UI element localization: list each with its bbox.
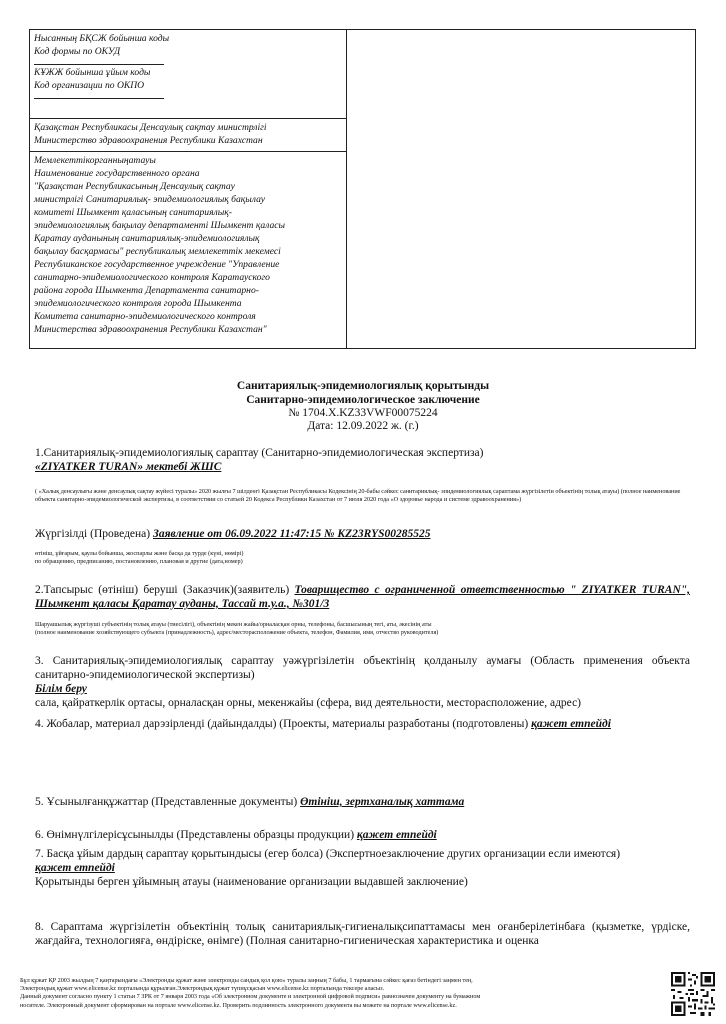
form-codes-cell: [30, 30, 347, 119]
section-5-value: Өтініш, зертханалық хаттама: [300, 796, 465, 808]
section-5: [35, 795, 690, 809]
conducted-note-ru: по обращению, предписанию, постановлению, плановая и другие (дата,номер): [35, 558, 243, 565]
ministry-kz: Қазақстан Республикасы Денсаулық сақтау министрлігі: [34, 122, 267, 133]
okud-ru: Код формы по ОКУД: [34, 46, 121, 57]
header-right-cell: [347, 30, 696, 349]
org-line: Комитета санитарно-эпидемиологического контроля: [34, 311, 256, 322]
org-line: района города Шымкента Департамента санитарно-: [34, 285, 259, 296]
section-6-label: 6. Өнімнүлгілерісұсынылды (Представлены образцы продукции): [35, 829, 355, 841]
document-date: Дата: 12.09.2022 ж. (г.): [307, 420, 419, 432]
org-line: Наименование государственного органа: [34, 168, 200, 179]
title-kz: Санитариялық-эпидемиологиялық қорытынды: [236, 380, 490, 392]
qr-code-icon: [671, 972, 715, 1016]
conducted-label: Жүргізілді (Проведена): [35, 528, 151, 540]
section-1: [35, 446, 690, 474]
section-2-note-ru: (полное наименование хозяйствующего субъекта (принадлежность), адрес/месторасположение объекта, телефон, Фамилия, имя, отчество руководителя): [35, 629, 439, 636]
ministry-ru: Министерство здравоохранения Республики Казахстан: [34, 135, 263, 146]
org-line: санитарно-эпидемиологического контроля Каратауского: [34, 272, 270, 283]
section-2: [35, 583, 690, 611]
org-line: бақылау басқармасы" республикалық мемлекеттік мекемесі: [34, 246, 281, 257]
footer-line: Бұл құжат ҚР 2003 жылдың 7 қаңтарындағы «Электронды құжат және электронды сандық қол қою» туралы заңның 7 бабы, 1 тармағына сәйкес қағаз бетіндегі заңмен тең.: [20, 977, 473, 984]
org-name-cell: [30, 152, 347, 349]
ministry-cell: [30, 119, 347, 152]
org-line: комитеті Шымкент қаласының санитариялық-: [34, 207, 232, 218]
document-title: [0, 379, 726, 433]
okud-rule: [34, 58, 164, 65]
section-2-label: 2.Тапсырыс (өтініш) беруші (Заказчик)(заявитель): [35, 584, 290, 596]
section-1-value: «ZIYATKER TURAN» мектебі ЖШС: [35, 461, 222, 473]
section-4-label: 4. Жобалар, материал дарэзірленді (дайындалды) (Проекты, материалы разработаны (подготовлены): [35, 718, 529, 730]
org-line: "Қазақстан Республикасының Денсаулық сақтау: [34, 181, 235, 192]
org-line: Министерства здравоохранения Республики Казахстан": [34, 324, 267, 335]
conducted-note: [35, 550, 690, 566]
section-7: [35, 847, 690, 889]
document-number: № 1704.X.KZ33VWF00075224: [288, 407, 438, 419]
org-line: Қаратау ауданының санитариялық-эпидемиологиялық: [34, 233, 260, 244]
footer: [20, 977, 660, 1010]
section-3-note: сала, қайраткерлік ортасы, орналасқан орны, мекенжайы (сфера, вид деятельности, месторасположение, адрес): [35, 697, 582, 709]
footer-line: Данный документ согласно пункту 1 статьи 7 ЗРК от 7 января 2003 года «Об электронном документе и электронной цифровой подписи» равнозначен документу на бумажном: [20, 993, 481, 1001]
section-8: [35, 920, 690, 948]
okpo-kz: КҰЖЖ бойынша ұйым коды: [34, 67, 151, 78]
conducted-note-kz: өтініш, ұйғарым, қаулы бойынша, жоспарлы және басқа да турде (күні, нөмірі): [35, 550, 244, 557]
section-2-value: Товарищество с ограниченной ответственностью " ZIYATKER TURAN", Шымкент қаласы Қаратау ауданы, Тассай т.у.а., №301/3: [35, 584, 691, 610]
section-4: [35, 717, 690, 731]
okpo-rule: [34, 92, 164, 99]
section-1-note: ( «Халық денсаулығы және денсаулық сақтау жүйесі туралы» 2020 жылғы 7 шілдеөгі Қазақстан Республикасы Кодексінің 20-бабы сәйкес санитариялық- эпидемиологиялық сараптама жүргізілетін объектінің толық атауы) (полное наименование объекта санитарно-эпидемиологической экспертизы, в соответствии со статьей 20 Кодекса Республики Казахстан от 7 июля 2020 года «О здоровье народа и системе здравоохранения»): [35, 488, 681, 503]
section-3-value: Білім беру: [35, 683, 87, 695]
section-1-label: 1.Санитариялық-эпидемиологиялық сараптау (Санитарно-эпидемиологическая экспертиза): [35, 447, 484, 459]
org-line: эпидемиологического контроля города Шымкента: [34, 298, 242, 309]
section-7-label: 7. Басқа ұйым дардың сараптау қорытындысы (егер болса) (Экспертноезаключение других организации если имеются): [35, 848, 621, 860]
org-line: Мемлекеттікорганныңатауы: [34, 155, 156, 166]
footer-line: Электрондық құжат www.elicense.kz порталында құрылған.Электрондық құжат түпнұсқасын www.elicense.kz порталында тексере аласыз.: [20, 985, 385, 993]
org-line: Республиканское государственное учреждение "Управление: [34, 259, 280, 270]
header-table: [29, 29, 696, 349]
org-line: эпидемиологиялық бақылау департаменті Шымкент қаласы: [34, 220, 286, 231]
section-3-label: 3. Санитариялық-эпидемиологиялық сараптау уәжүргізілетін объектінің қолданылу аумағы (Область применения объекта санитарно-эпидемиологической экспертизы): [35, 655, 690, 681]
org-line: министрлігі Санитариялық- эпидемиологиялық бақылау: [34, 194, 266, 205]
section-2-note: [35, 621, 690, 637]
section-6-value: қажет етпейді: [356, 829, 437, 841]
okud-kz: Нысанның БҚСЖ бойынша коды: [34, 33, 170, 44]
section-6: [35, 828, 690, 842]
section-2-note-kz: Шаруашылық жүргізуші субъектінің толық атауы (тиесілігі), объектінің мекен жайы/орналасқан орны, телефоны, басшысының тегі, аты, әкесінің аты: [35, 621, 432, 628]
section-7-value: қажет етпейді: [35, 862, 115, 874]
section-5-label: 5. Ұсынылғанқұжаттар (Представленные документы): [35, 796, 298, 808]
okpo-ru: Код организации по ОКПО: [34, 80, 145, 91]
footer-line: носителе. Электронный документ сформирован на портале www.elicense.kz. Проверить подлинность электронного документа вы можете на портале www.elicense.kz.: [20, 1001, 457, 1009]
section-7-extra: Қорытынды берген ұйымның атауы (наименование организации выдавшей заключение): [35, 876, 468, 888]
title-ru: Санитарно-эпидемиологическое заключение: [246, 394, 480, 406]
section-4-value: қажет етпейді: [531, 718, 611, 730]
conducted: [35, 527, 690, 541]
section-3: [35, 654, 690, 710]
conducted-value: Заявление от 06.09.2022 11:47:15 № KZ23RYS00285525: [152, 528, 431, 540]
section-8-label: 8. Сараптама жүргізілетін объектінің толық санитариялық-гигиеналықсипаттамасы мен оғанберілетінбаға (қызметке, үрдіске, жағдайға, технологияға, өндіріске, өнімге) (Полная санитарно-гигиеническая характеристика и оценка: [35, 921, 690, 947]
